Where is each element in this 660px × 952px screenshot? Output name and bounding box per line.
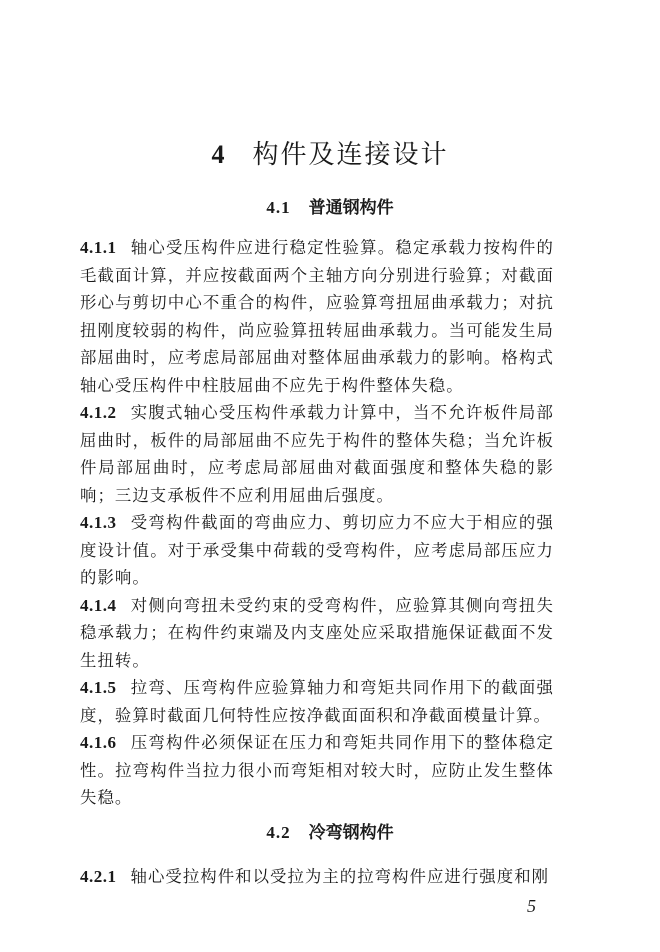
section-4-2-body bbox=[80, 863, 554, 891]
clause-text: 压弯构件必须保证在压力和弯矩共同作用下的整体稳定性。拉弯构件当拉力很小而弯矩相对较大时，应防止发生整体失稳。 bbox=[80, 733, 554, 807]
clause-text: 受弯构件截面的弯曲应力、剪切应力不应大于相应的强度设计值。对于承受集中荷载的受弯构件，应考虑局部压应力的影响。 bbox=[80, 513, 554, 587]
clause-number: 4.1.6 bbox=[80, 733, 117, 752]
section-title-text: 冷弯钢构件 bbox=[308, 823, 394, 843]
clause-text: 对侧向弯扭未受约束的受弯构件，应验算其侧向弯扭失稳承载力；在构件约束端及内支座处应采取措施保证截面不发生扭转。 bbox=[80, 595, 554, 670]
section-number: 4.1 bbox=[266, 198, 291, 217]
section-4-1-body bbox=[80, 234, 554, 812]
clause-number: 4.1.2 bbox=[80, 403, 117, 422]
section-heading-4-1 bbox=[0, 195, 660, 221]
clause-number: 4.2.1 bbox=[80, 867, 117, 886]
clause-4-1-2 bbox=[80, 399, 554, 509]
clause-number: 4.1.4 bbox=[80, 595, 117, 615]
chapter-title-text: 构件及连接设计 bbox=[252, 140, 449, 170]
chapter-number: 4 bbox=[211, 140, 227, 169]
section-number: 4.2 bbox=[266, 823, 291, 842]
clause-4-1-1 bbox=[80, 234, 554, 399]
clause-number: 4.1.3 bbox=[80, 513, 117, 532]
clause-text: 轴心受拉构件和以受拉为主的拉弯构件应进行强度和刚 bbox=[130, 867, 550, 886]
section-title-text: 普通钢构件 bbox=[308, 198, 394, 218]
clause-4-1-5 bbox=[80, 674, 554, 729]
clause-4-1-3 bbox=[80, 509, 554, 592]
chapter-title bbox=[0, 138, 660, 172]
section-heading-4-2 bbox=[0, 820, 660, 846]
clause-number: 4.1.1 bbox=[80, 238, 117, 257]
clause-4-2-1 bbox=[80, 863, 554, 891]
clause-text: 实腹式轴心受压构件承载力计算中，当不允许板件局部屈曲时，板件的局部屈曲不应先于构件的整体失稳；当允许板件局部屈曲时，应考虑局部屈曲对截面强度和整体失稳的影响；三边支承板件不应利用屈曲后强度。 bbox=[80, 403, 554, 505]
page-number: 5 bbox=[527, 896, 536, 916]
clause-text: 拉弯、压弯构件应验算轴力和弯矩共同作用下的截面强度，验算时截面几何特性应按净截面面积和净截面模量计算。 bbox=[80, 678, 554, 725]
clause-text: 轴心受压构件应进行稳定性验算。稳定承载力按构件的毛截面计算，并应按截面两个主轴方向分别进行验算；对截面形心与剪切中心不重合的构件，应验算弯扭屈曲承载力；对抗扭刚度较弱的构件，尚应验算扭转屈曲承载力。当可能发生局部屈曲时，应考虑局部屈曲对整体屈曲承载力的影响。格构式轴心受压构件中柱肢屈曲不应先于构件整体失稳。 bbox=[80, 238, 554, 395]
clause-4-1-6 bbox=[80, 729, 554, 812]
clause-4-1-4 bbox=[80, 592, 554, 675]
clause-number: 4.1.5 bbox=[80, 678, 117, 697]
